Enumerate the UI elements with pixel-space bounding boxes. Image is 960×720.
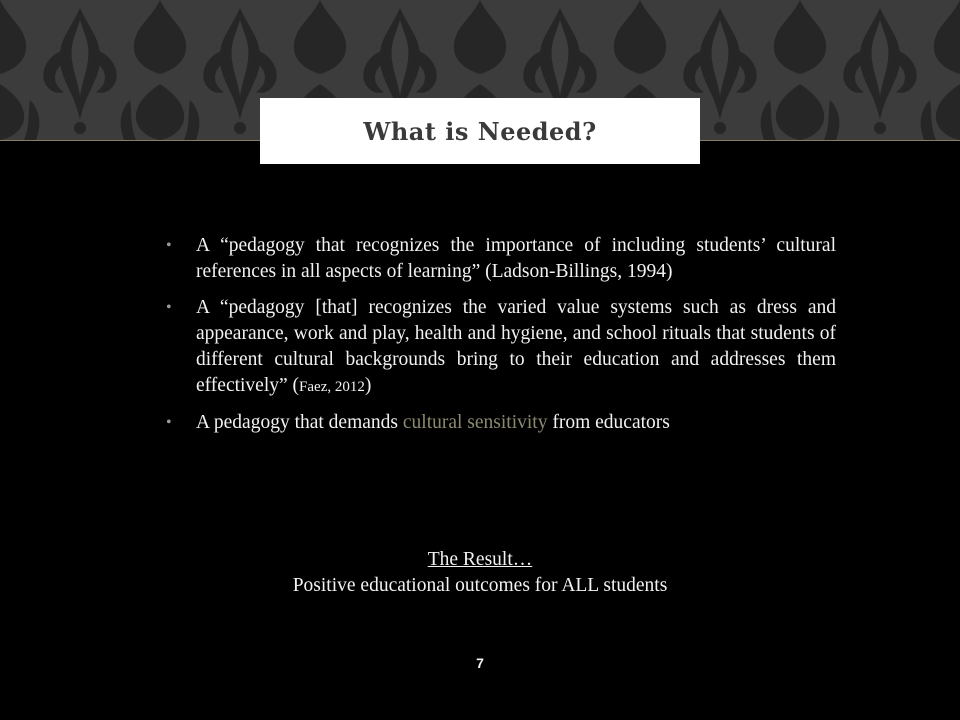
bullet-text: A “pedagogy that recognizes the importance of including students’ cultural references in all aspects of learning” (Ladson-Billings, 1994) [196, 235, 836, 282]
bullet-item [166, 410, 836, 436]
bullet-marker: • [166, 414, 172, 431]
bullet-text: A “pedagogy [that] recognizes the varied value systems such as dress and appearance, work and play, health and hygiene, and school rituals that students of different cultural backgrounds bring to their education and addresses them effectively” ( [196, 297, 836, 396]
highlighted-text: cultural sensitivity [402, 412, 548, 433]
result-text: Positive educational outcomes for ALL students [292, 575, 668, 596]
bullet-text-end: from educators [547, 412, 670, 433]
bullet-item [166, 233, 836, 285]
result-block [0, 547, 960, 599]
bullet-marker: • [166, 299, 172, 316]
result-heading: The Result… [427, 549, 533, 570]
title-box [260, 98, 700, 164]
bullet-marker: • [166, 237, 172, 254]
citation-text: Faez, 2012 [299, 379, 365, 395]
citation-close: ) [364, 375, 372, 396]
slide-title: What is Needed? [363, 116, 597, 146]
bullet-text: A pedagogy that demands [196, 412, 403, 433]
bullet-item [166, 295, 836, 400]
page-number: 7 [476, 655, 484, 671]
bullet-list [166, 233, 836, 446]
